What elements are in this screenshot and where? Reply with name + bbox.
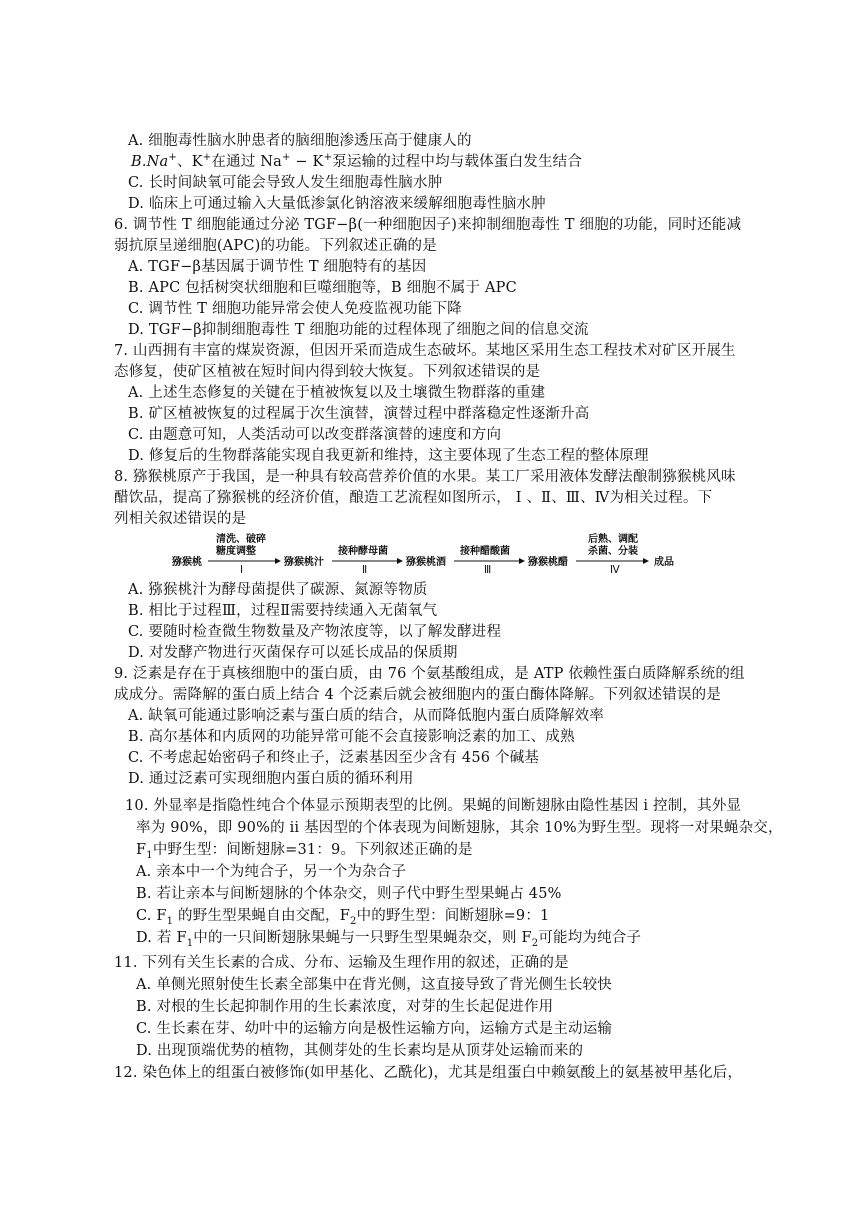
sup: +	[281, 152, 291, 164]
q6-option-a: A. TGF−β基因属于调节性 T 细胞特有的基因	[128, 259, 427, 275]
flow-node-product: 成品	[654, 557, 674, 568]
q6-option-b: B. APC 包括树突状细胞和巨噬细胞等，B 细胞不属于 APC	[128, 280, 517, 296]
q5-option-a: A. 细胞毒性脑水肿患者的脑细胞渗透压高于健康人的	[128, 133, 472, 149]
flow-node-wine: 猕猴桃酒	[406, 557, 446, 568]
q9-stem-line2: 成成分。需降解的蛋白质上结合 4 个泛素后就会被细胞内的蛋白酶体降解。下列叙述错误的是	[114, 687, 722, 703]
flow-roman-3: Ⅲ	[484, 564, 492, 573]
q10-option-c	[136, 906, 549, 927]
q11-stem: 11. 下列有关生长素的合成、分布、运输及生理作用的叙述，正确的是	[114, 955, 569, 971]
q9-option-c: C. 不考虑起始密码子和终止子，泛素基因至少含有 456 个碱基	[128, 750, 540, 766]
flow-roman-1: Ⅰ	[240, 564, 244, 573]
q5-option-b-pump-k: − K	[290, 154, 324, 170]
subscript: 1	[146, 849, 153, 861]
q5-option-b-pump-na: 在通过 Na	[211, 154, 282, 170]
q11-option-c: C. 生长素在芽、幼叶中的运输方向是极性运输方向，运输方式是主动运输	[136, 1021, 613, 1037]
q11-option-a: A. 单侧光照射使生长素全部集中在背光侧，这直接导致了背光侧生长较快	[136, 977, 612, 993]
f-symbol: F	[176, 930, 187, 946]
q5-option-d: D. 临床上可通过输入大量低渗氯化钠溶液来缓解细胞毒性脑水肿	[128, 196, 546, 212]
flow-step2: 接种酵母菌	[338, 546, 388, 557]
q5-option-b	[131, 152, 582, 173]
q6-option-d: D. TGF−β抑制细胞毒性 T 细胞功能的过程体现了细胞之间的信息交流	[128, 322, 589, 338]
q6-stem-line1: 6. 调节性 T 细胞能通过分泌 TGF−β(一种细胞因子)来抑制细胞毒性 T 细胞的功能，同时还能减	[114, 217, 742, 233]
q5-option-b-k: 、K	[177, 154, 203, 170]
f-symbol: F	[521, 930, 532, 946]
flow-node-vinegar: 猕猴桃醋	[528, 557, 568, 568]
q10-option-b: B. 若让亲本与间断翅脉的个体杂交，则子代中野生型果蝇占 45%	[136, 886, 562, 902]
q10-option-d	[136, 928, 641, 949]
q9-option-a: A. 缺氧可能通过影响泛素与蛋白质的结合，从而降低胞内蛋白质降解效率	[128, 708, 604, 724]
q10-option-a: A. 亲本中一个为纯合子，另一个为杂合子	[136, 864, 407, 880]
q7-stem-line2: 态修复，使矿区植被在短时间内得到较大恢复。下列叙述错误的是	[114, 364, 541, 380]
flow-step1-line1: 清洗、破碎	[216, 534, 266, 545]
flow-node-juice: 猕猴桃汁	[284, 557, 324, 568]
q7-option-d: D. 修复后的生物群落能实现自我更新和维持，这主要体现了生态工程的整体原理	[128, 448, 649, 464]
f-symbol: F	[156, 908, 167, 924]
subscript: 2	[531, 937, 539, 949]
q7-option-b: B. 矿区植被恢复的过程属于次生演替，演替过程中群落稳定性逐渐升高	[128, 406, 590, 422]
q10-option-c-mid: 的野生型果蝇自由交配，	[173, 908, 340, 924]
q5-option-c: C. 长时间缺氧可能会导致人发生细胞毒性脑水肿	[128, 175, 443, 191]
q8-process-flowchart	[170, 533, 690, 573]
q8-stem-line2: 醋饮品，提高了猕猴桃的经济价值，酿造工艺流程如图所示， Ⅰ 、Ⅱ、Ⅲ、Ⅳ为相关过程。下	[114, 490, 713, 506]
q9-option-b: B. 高尔基体和内质网的功能异常可能不会直接影响泛素的加工、成熟	[128, 729, 575, 745]
q7-option-a: A. 上述生态修复的关键在于植被恢复以及土壤微生物群落的重建	[128, 385, 546, 401]
q8-option-b: B. 相比于过程Ⅲ，过程Ⅱ需要持续通入无菌氧气	[128, 603, 438, 619]
sup: +	[168, 152, 177, 164]
q8-stem-line3: 列相关叙述错误的是	[114, 511, 247, 527]
q12-stem-line1: 12. 染色体上的组蛋白被修饰(如甲基化、乙酰化)，尤其是组蛋白中赖氨酸上的氨基被甲基化后，	[114, 1065, 743, 1081]
q6-option-c: C. 调节性 T 细胞功能异常会使人免疫监视功能下降	[128, 301, 462, 317]
q11-option-d: D. 出现顶端优势的植物，其侧芽处的生长素均是从顶芽处运输而来的	[136, 1043, 584, 1059]
q10-stem-line3-text: 中野生型：间断翅脉=31：9。下列叙述正确的是	[152, 842, 473, 858]
q5-option-b-na: B.Na	[131, 154, 169, 170]
flow-step4-line2: 杀菌、分装	[588, 546, 638, 557]
q8-stem-line1: 8. 猕猴桃原产于我国，是一种具有较高营养价值的水果。某工厂采用液体发酵法酿制猕猴桃风味	[114, 469, 736, 485]
q10-option-d-suffix: 可能均为纯合子	[538, 930, 642, 946]
q8-option-c: C. 要随时检查微生物数量及产物浓度等，以了解发酵进程	[128, 624, 502, 640]
q10-option-c-label: C.	[136, 908, 157, 924]
q10-option-d-mid: 中的一只间断翅脉果蝇与一只野生型果蝇杂交，则	[193, 930, 522, 946]
sup: +	[202, 152, 212, 164]
subscript: 1	[166, 915, 174, 927]
flow-node-kiwi: 猕猴桃	[172, 557, 202, 568]
q8-option-a: A. 猕猴桃汁为酵母菌提供了碳源、氮源等物质	[128, 582, 428, 598]
q6-stem-line2: 弱抗原呈递细胞(APC)的功能。下列叙述正确的是	[114, 238, 437, 254]
sup: +	[323, 152, 333, 164]
flow-step1-line2: 糖度调整	[216, 546, 256, 557]
flow-step4-line1: 后熟、调配	[588, 534, 638, 545]
q10-option-d-label: D. 若	[136, 930, 177, 946]
f-symbol: F	[136, 842, 147, 858]
flow-roman-4: Ⅳ	[610, 564, 620, 573]
q7-option-c: C. 由题意可知，人类活动可以改变群落演替的速度和方向	[128, 427, 502, 443]
flow-roman-2: Ⅱ	[362, 564, 368, 573]
q10-stem-line3	[136, 840, 473, 861]
subscript: 1	[186, 937, 194, 949]
q8-option-d: D. 对发酵产物进行灭菌保存可以延长成品的保质期	[128, 645, 458, 661]
q10-stem-line2: 率为 90%，即 90%的 ii 基因型的个体表现为间断翅脉，其余 10%为野生型。现将一对果蝇杂交，	[136, 820, 783, 836]
subscript: 2	[350, 915, 357, 927]
q7-stem-line1: 7. 山西拥有丰富的煤炭资源，但因开采而造成生态破坏。某地区采用生态工程技术对矿区开展生	[114, 343, 736, 359]
flow-step3: 接种醋酸菌	[460, 546, 510, 557]
q5-option-b-text: 泵运输的过程中均与载体蛋白发生结合	[332, 154, 583, 170]
f-symbol: F	[339, 908, 351, 924]
q9-option-d: D. 通过泛素可实现细胞内蛋白质的循环利用	[128, 771, 414, 787]
q9-stem-line1: 9. 泛素是存在于真核细胞中的蛋白质，由 76 个氨基酸组成，是 ATP 依赖性蛋白质降解系统的组	[114, 666, 745, 682]
q11-option-b: B. 对根的生长起抑制作用的生长素浓度，对芽的生长起促进作用	[136, 999, 554, 1015]
q10-option-c-suffix: 中的野生型：间断翅脉=9：1	[356, 908, 550, 924]
q10-stem-line1: 10. 外显率是指隐性纯合个体显示预期表型的比例。果蝇的间断翅脉由隐性基因 i 控制，其外显	[125, 798, 742, 814]
